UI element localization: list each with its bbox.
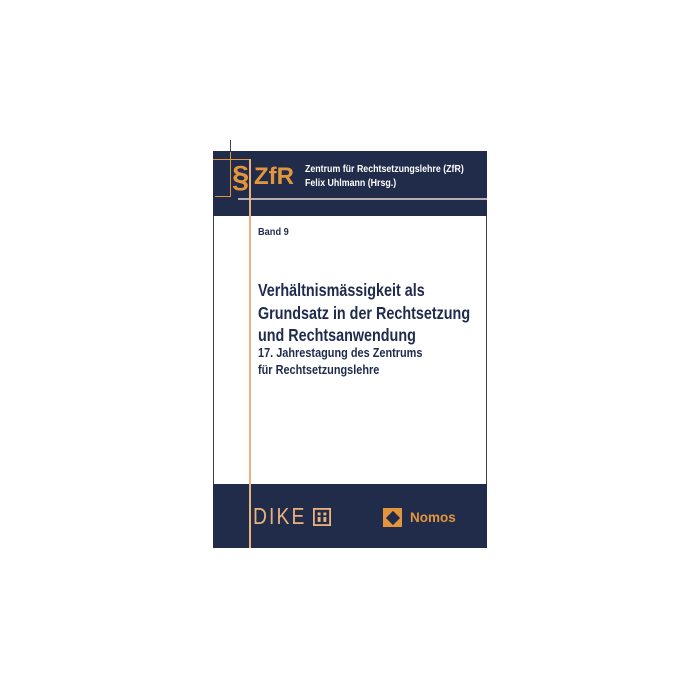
cover-body xyxy=(213,216,487,484)
header-band xyxy=(213,151,487,216)
publisher-header-text xyxy=(305,163,464,190)
dike-logo xyxy=(253,503,331,530)
subtitle-line: 17. Jahrestagung des Zentrums xyxy=(258,345,423,360)
cover-title xyxy=(258,279,470,347)
title-line: und Rechtsanwendung xyxy=(258,325,416,345)
title-line: Verhältnismässigkeit als xyxy=(258,280,425,300)
header-divider-line xyxy=(238,198,487,200)
dike-wordmark: DIKE xyxy=(253,503,307,529)
footer-band xyxy=(213,484,487,548)
paragraph-icon: § xyxy=(232,159,250,194)
zfr-series-logo: ZfR xyxy=(254,163,294,190)
volume-number-label: Band 9 xyxy=(258,226,289,238)
nomos-logo xyxy=(383,508,456,527)
section-frame-bottom-line xyxy=(215,196,231,197)
cover-subtitle xyxy=(258,344,422,378)
accent-vertical-line xyxy=(249,159,251,548)
title-line: Grundsatz in der Rechtsetzung xyxy=(258,302,471,323)
subtitle-line: für Rechtsetzungslehre xyxy=(258,362,380,377)
nomos-diamond-icon xyxy=(383,508,402,527)
book-cover xyxy=(213,151,487,548)
dike-window-icon xyxy=(313,508,331,526)
series-name-text: Zentrum für Rechtsetzungslehre (ZfR) xyxy=(305,163,464,175)
editor-name-text: Felix Uhlmann (Hrsg.) xyxy=(305,176,397,189)
nomos-wordmark: Nomos xyxy=(410,510,456,525)
